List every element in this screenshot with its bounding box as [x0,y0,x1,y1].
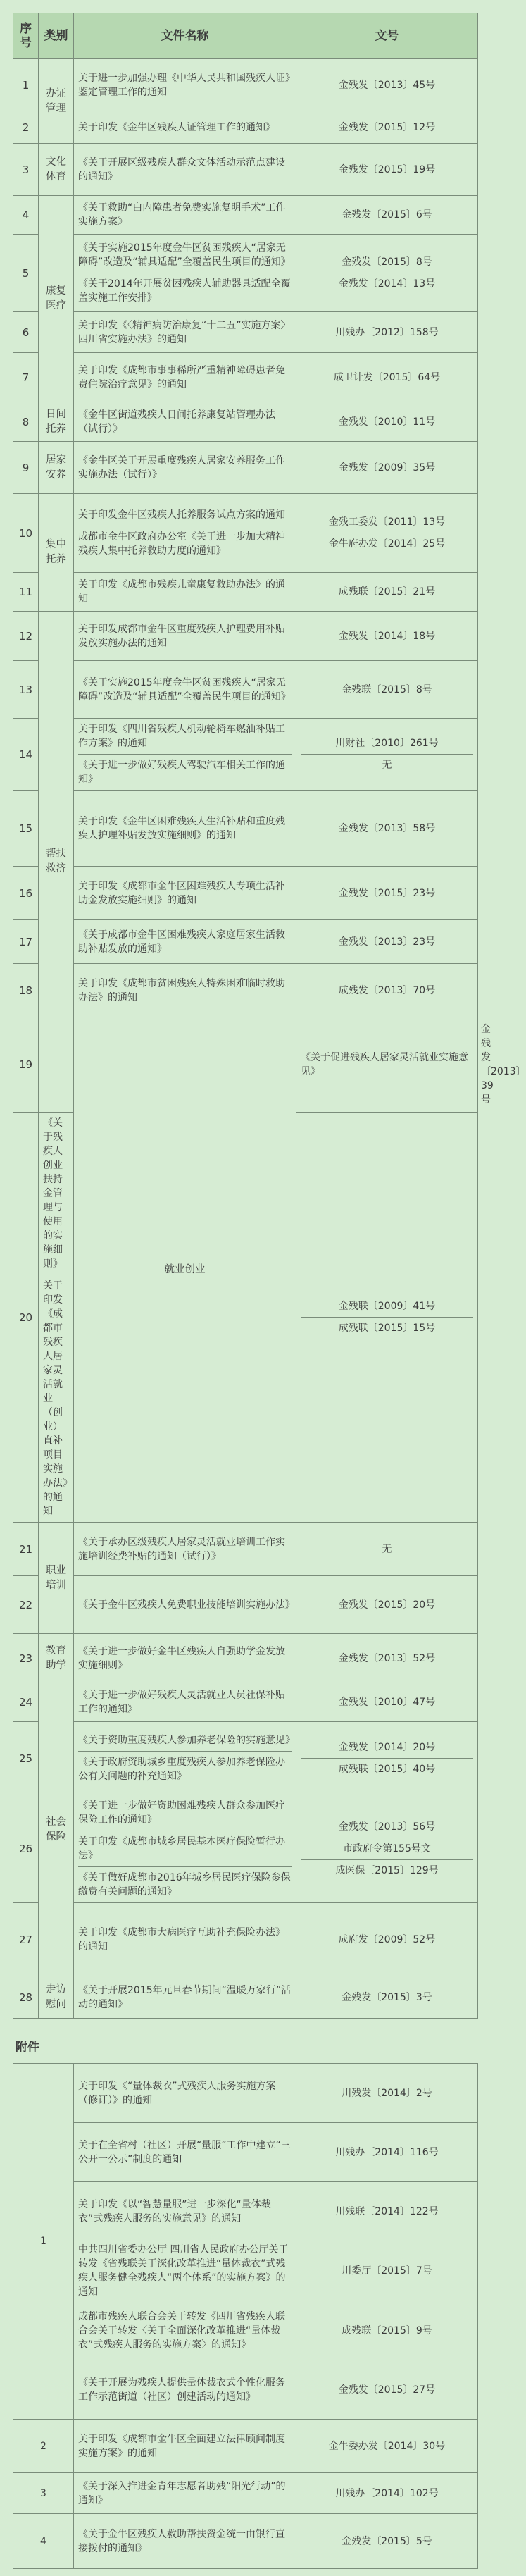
doc-number: 成卫计发〔2015〕64号 [333,371,441,383]
doc-number: 成残联〔2015〕21号 [338,586,436,597]
annex-seq: 2 [13,2420,74,2473]
table-row [13,1722,478,1795]
row-category: 集中托养 [39,494,74,612]
row-file-names [74,442,296,494]
row-doc-numbers [296,1722,478,1795]
row-doc-numbers [296,719,478,791]
annex-seq: 3 [13,2473,74,2514]
annex-doc-number: 川残联〔2014〕122号 [296,2182,478,2241]
row-file-names [74,964,296,1017]
row-file-names [74,1795,296,1903]
row-doc-numbers [296,612,478,661]
doc-number: 金残发〔2014〕18号 [338,630,436,642]
row-file-names [74,1722,296,1795]
row-category: 教育助学 [39,1634,74,1683]
table-row [13,1976,478,2019]
row-doc-numbers [296,661,478,719]
annex-doc-number: 成残联〔2015〕9号 [296,2301,478,2360]
file-name: 《关于政府资助城乡重度残疾人参加养老保险办公有关问题的补充通知》 [78,1751,292,1787]
table-row [13,867,478,920]
row-seq: 2 [13,111,39,144]
row-seq: 20 [13,1113,39,1523]
row-doc-numbers [296,791,478,867]
doc-number: 金残发〔2015〕6号 [342,209,432,221]
row-category: 文化体育 [39,144,74,196]
table-row [13,1576,478,1634]
row-doc-numbers [296,111,478,144]
row-file-names [74,791,296,867]
table-row [13,59,478,111]
annex-row [13,2473,478,2514]
doc-number: 成残联〔2015〕15号 [301,1317,473,1339]
doc-number: 金残发〔2013〕45号 [338,79,436,91]
row-file-names [296,1017,478,1113]
doc-number: 金残发〔2014〕20号 [338,1742,436,1753]
file-name: 《关于进一步做好残疾人驾驶汽车相关工作的通知》 [78,754,292,790]
file-name: 关于印发金牛区残疾人托养服务试点方案的通知 [78,509,285,521]
row-doc-numbers [296,1683,478,1722]
doc-number: 成医保〔2015〕129号 [301,1859,473,1881]
row-category: 社会保险 [39,1683,74,1976]
row-doc-numbers [296,1113,478,1523]
row-file-names [74,1976,296,2019]
row-seq: 14 [13,719,39,791]
annex-doc-number: 金残发〔2015〕5号 [296,2514,478,2569]
annex-seq: 4 [13,2514,74,2569]
file-name: 《金牛区街道残疾人日间托养康复站管理办法（试行）》 [78,409,275,435]
row-seq: 23 [13,1634,39,1683]
table-row [13,791,478,867]
table-row [13,111,478,144]
annex-row [13,2241,478,2301]
annex-seq: 1 [13,2064,74,2420]
doc-number: 金残发〔2015〕23号 [338,887,436,899]
row-doc-numbers [296,1576,478,1634]
annex-row [13,2360,478,2420]
annex-file-name: 《关于深入推进金青年志愿者助残“阳光行动”的通知》 [74,2473,296,2514]
table-row: 19 就业创业 《关于促进残疾人居家灵活就业实施意见》 金残发〔2013〕39号 [13,1017,478,1113]
row-seq: 24 [13,1683,39,1722]
row-file-names [74,144,296,196]
file-name: 关于进一步加强办理《中华人民共和国残疾人证》鉴定管理工作的通知 [78,72,290,98]
doc-number: 金残发〔2013〕56号 [338,1821,436,1833]
row-seq: 22 [13,1576,39,1634]
row-doc-numbers [296,312,478,353]
annex-file-name: 成都市残疾人联合会关于转发《四川省残疾人联合会关于转发〈关于全面深化改革推进“量体裁衣”式残疾人服务的实施方案〉的通知》 [74,2301,296,2360]
row-doc-numbers [296,196,478,235]
row-file-names [74,1683,296,1722]
table-row [13,312,478,353]
annex-row [13,2064,478,2123]
header-row [13,13,478,59]
file-name: 关于印发《成都市残疾儿童康复救助办法》的通知 [78,579,285,605]
annex-file-name: 关于在全省村（社区）开展“量服”工作中建立“三公开一公示”制度的通知 [74,2123,296,2182]
doc-number: 金残发〔2015〕8号 [342,256,432,268]
row-file-names [74,1523,296,1576]
row-file-names [74,494,296,573]
doc-number: 无 [382,1543,392,1555]
row-seq: 6 [13,312,39,353]
row-file-names [74,111,296,144]
file-name: 《金牛区关于开展重度残疾人居家安养服务工作实施办法（试行）》 [78,454,285,481]
file-name: 关于印发《成都市金牛区困难残疾人专项生活补助金发放实施细则》的通知 [78,880,285,906]
file-name: 《关于进一步做好残疾人灵活就业人员社保补贴工作的通知》 [78,1690,285,1715]
annex-file-name: 中共四川省委办公厅 四川省人民政府办公厅关于转发《省残联关于深化改革推进“量体裁衣”式残疾人服务健全残疾人“两个体系”的实施方案》的通知 [74,2241,296,2301]
row-file-names [74,59,296,111]
annex-row [13,2301,478,2360]
file-name: 《关于实施2015年度金牛区贫困残疾人“居家无障碍”改造及“辅具适配”全覆盖民生项目的通知》 [78,242,291,268]
table-row [13,612,478,661]
row-seq: 5 [13,235,39,312]
file-name: 关于印发《成都市城乡居民基本医疗保险暂行办法》 [78,1831,292,1866]
annex-file-name: 关于印发《成都市金牛区全面建立法律顾问制度实施方案》的通知 [74,2420,296,2473]
doc-number: 金残工委发〔2011〕13号 [328,516,446,528]
doc-number: 金残发〔2013〕58号 [338,822,436,834]
annex-row [13,2514,478,2569]
table-row [13,964,478,1017]
table-row [13,235,478,312]
row-seq: 26 [13,1795,39,1903]
row-doc-numbers [296,402,478,442]
table-row [13,1683,478,1722]
file-name: 关于印发《四川省残疾人机动轮椅车燃油补贴工作方案》的通知 [78,724,285,749]
row-file-names [74,312,296,353]
row-file-names [74,612,296,661]
file-name: 《关于资助重度残疾人参加养老保险的实施意见》 [78,1735,295,1746]
row-category: 办证管理 [39,59,74,144]
table-row [13,353,478,402]
file-name: 《关于实施2015年度金牛区贫困残疾人“居家无障碍”改造及“辅具适配”全覆盖民生项目的通知》 [78,676,291,702]
doc-number: 成府发〔2009〕52号 [338,1933,436,1945]
table-row [13,1795,478,1903]
file-name: 《关于金牛区残疾人免费职业技能培训实施办法》 [78,1599,295,1611]
row-file-names [74,1903,296,1976]
doc-number: 成残发〔2013〕70号 [338,984,436,996]
row-seq: 10 [13,494,39,573]
file-name: 《关于救助“白内障患者免费实施复明手术”工作实施方案》 [78,202,286,228]
row-doc-numbers [296,867,478,920]
row-seq: 7 [13,353,39,402]
table-row [13,1903,478,1976]
table-row [13,573,478,612]
row-seq: 27 [13,1903,39,1976]
doc-number: 金残发〔2015〕12号 [338,121,436,133]
row-doc-numbers [296,573,478,612]
doc-number: 市政府令第155号文 [301,1838,473,1859]
header-doc-no: 文号 [296,13,478,59]
file-name: 成都市金牛区政府办公室《关于进一步加大精神残疾人集中托养救助力度的通知》 [78,526,292,562]
doc-number: 金残联〔2009〕41号 [338,1301,436,1312]
annex-doc-number: 川委厅〔2015〕7号 [296,2241,478,2301]
file-name: 《关于进一步做好金牛区残疾人自强助学金发放实施细则》 [78,1645,285,1671]
row-file-names [74,402,296,442]
row-file-names [74,1634,296,1683]
file-name: 关于印发《〈精神病防治康复“十二五”实施方案〉四川省实施办法》的通知 [78,319,291,345]
annex-doc-number: 川残办〔2014〕116号 [296,2123,478,2182]
row-category: 走访慰问 [39,1976,74,2019]
row-file-names [74,661,296,719]
file-name: 《关于2014年开展贫困残疾人辅助器具适配全覆盖实施工作安排》 [78,273,292,309]
policy-table [13,13,526,2019]
row-seq: 11 [13,573,39,612]
file-name: 《关于进一步做好资助困难残疾人群众参加医疗保险工作的通知》 [78,1800,285,1826]
annex-title: 附件 [15,2041,39,2055]
row-seq: 9 [13,442,39,494]
row-file-names [74,920,296,964]
file-name: 关于印发《成都市大病医疗互助补充保险办法》的通知 [78,1926,285,1952]
file-name: 《关于承办区级残疾人居家灵活就业培训工作实施培训经费补贴的通知（试行）》 [78,1536,285,1562]
annex-doc-number: 川残发〔2014〕2号 [296,2064,478,2123]
annex-row [13,2123,478,2182]
row-doc-numbers [296,1795,478,1903]
row-doc-numbers [296,442,478,494]
row-file-names [74,235,296,312]
annex-doc-number: 金残发〔2015〕27号 [296,2360,478,2420]
table-row [13,494,478,573]
file-name: 关于印发成都市金牛区重度残疾人护理费用补贴发放实施办法的通知 [78,623,285,649]
row-seq: 12 [13,612,39,661]
row-category: 帮扶救济 [39,612,74,1113]
row-doc-numbers [296,1634,478,1683]
table-row [13,719,478,791]
row-doc-numbers [296,235,478,312]
table-row [13,402,478,442]
annex-row [13,2182,478,2241]
row-seq: 18 [13,964,39,1017]
row-doc-numbers [296,1903,478,1976]
file-name: 关于印发《金牛区困难残疾人生活补贴和重度残疾人护理补贴发放实施细则》的通知 [78,815,285,841]
annex-file-name: 关于印发《“量体裁衣”式残疾人服务实施方案（修订）》的通知 [74,2064,296,2123]
header-seq: 序号 [13,13,39,59]
table-row [13,661,478,719]
doc-number: 金牛府办发〔2014〕25号 [301,533,473,555]
file-name: 《关于残疾人创业扶持金管理与使用的实施细则》 [43,1117,63,1270]
row-doc-numbers [296,964,478,1017]
table-row [13,442,478,494]
doc-number: 金残发〔2009〕35号 [338,462,436,473]
row-category: 职业培训 [39,1523,74,1634]
row-seq: 15 [13,791,39,867]
table-row [13,1634,478,1683]
row-doc-numbers [296,1976,478,2019]
file-name: 《关于做好成都市2016年城乡居民医疗保险参保缴费有关问题的通知》 [78,1866,292,1902]
row-doc-numbers [296,353,478,402]
row-file-names [74,353,296,402]
header-category: 类别 [39,13,74,59]
row-file-names [74,1576,296,1634]
row-seq: 19 [13,1017,39,1113]
doc-number: 川财社〔2010〕261号 [335,738,439,749]
row-seq: 21 [13,1523,39,1576]
doc-number: 金残发〔2015〕3号 [342,1991,432,2003]
file-name: 《关于成都市金牛区困难残疾人家庭居家生活救助补贴发放的通知》 [78,929,285,955]
file-name: 关于印发《成都市残疾人居家灵活就业（创业）直补项目实施办法》的通知 [43,1275,69,1522]
table-row [13,196,478,235]
doc-number: 金残发〔2013〕52号 [338,1652,436,1664]
row-seq: 4 [13,196,39,235]
row-file-names [74,196,296,235]
annex-file-name: 《关于金牛区残疾人救助帮扶资金统一由银行直接拨付的通知》 [74,2514,296,2569]
file-name: 关于印发《金牛区残疾人证管理工作的通知》 [78,121,275,133]
annex-file-name: 关于印发《以“智慧量服”进一步深化“量体裁衣”式残疾人服务的实施意见》的通知 [74,2182,296,2241]
row-doc-numbers [296,59,478,111]
file-name: 关于印发《成都市贫困残疾人特殊困难临时救助办法》的通知 [78,977,285,1003]
row-doc-numbers [296,494,478,573]
row-category: 康复医疗 [39,196,74,402]
table-row [13,1523,478,1576]
row-file-names [74,867,296,920]
file-name: 《关于开展2015年元旦春节期间“温暖万家行”活动的通知》 [78,1984,292,2010]
row-file-names [39,1113,74,1523]
doc-number: 无 [301,754,473,776]
row-category: 日间托养 [39,402,74,442]
row-doc-numbers [296,144,478,196]
file-name: 关于印发《成都市事事稀所严重精神障碍患者免费住院治疗意见》的通知 [78,364,285,390]
file-name: 《关于促进残疾人居家灵活就业实施意见》 [301,1052,468,1077]
row-seq: 1 [13,59,39,111]
row-seq: 25 [13,1722,39,1795]
doc-number: 金残发〔2010〕47号 [338,1697,436,1708]
doc-number: 金残发〔2015〕19号 [338,163,436,175]
doc-number: 川残办〔2012〕158号 [335,326,439,338]
doc-number: 金残发〔2010〕11号 [338,416,436,428]
row-file-names [74,719,296,791]
row-seq: 28 [13,1976,39,2019]
annex-doc-number: 金牛委办发〔2014〕30号 [296,2420,478,2473]
doc-number: 金残联〔2015〕8号 [342,683,432,695]
row-category: 就业创业 [74,1017,296,1523]
table-row [13,920,478,964]
doc-number: 金残发〔2014〕13号 [301,273,473,295]
table-row [13,144,478,196]
header-name: 文件名称 [74,13,296,59]
annex-table [13,2063,478,2569]
row-category: 居家安养 [39,442,74,494]
row-seq: 13 [13,661,39,719]
doc-number: 成残联〔2015〕40号 [301,1758,473,1780]
row-file-names [74,573,296,612]
file-name: 《关于开展区级残疾人群众文体活动示范点建设的通知》 [78,156,285,182]
row-seq: 8 [13,402,39,442]
row-seq: 16 [13,867,39,920]
row-seq: 17 [13,920,39,964]
doc-number: 金残发〔2013〕23号 [338,936,436,948]
row-seq: 3 [13,144,39,196]
annex-file-name: 《关于开展为残疾人提供量体裁衣式个性化服务工作示范街道（社区）创建活动的通知》 [74,2360,296,2420]
row-doc-numbers [296,920,478,964]
row-doc-numbers [296,1523,478,1576]
doc-number: 金残发〔2015〕20号 [338,1599,436,1611]
annex-row [13,2420,478,2473]
annex-doc-number: 川残办〔2014〕102号 [296,2473,478,2514]
